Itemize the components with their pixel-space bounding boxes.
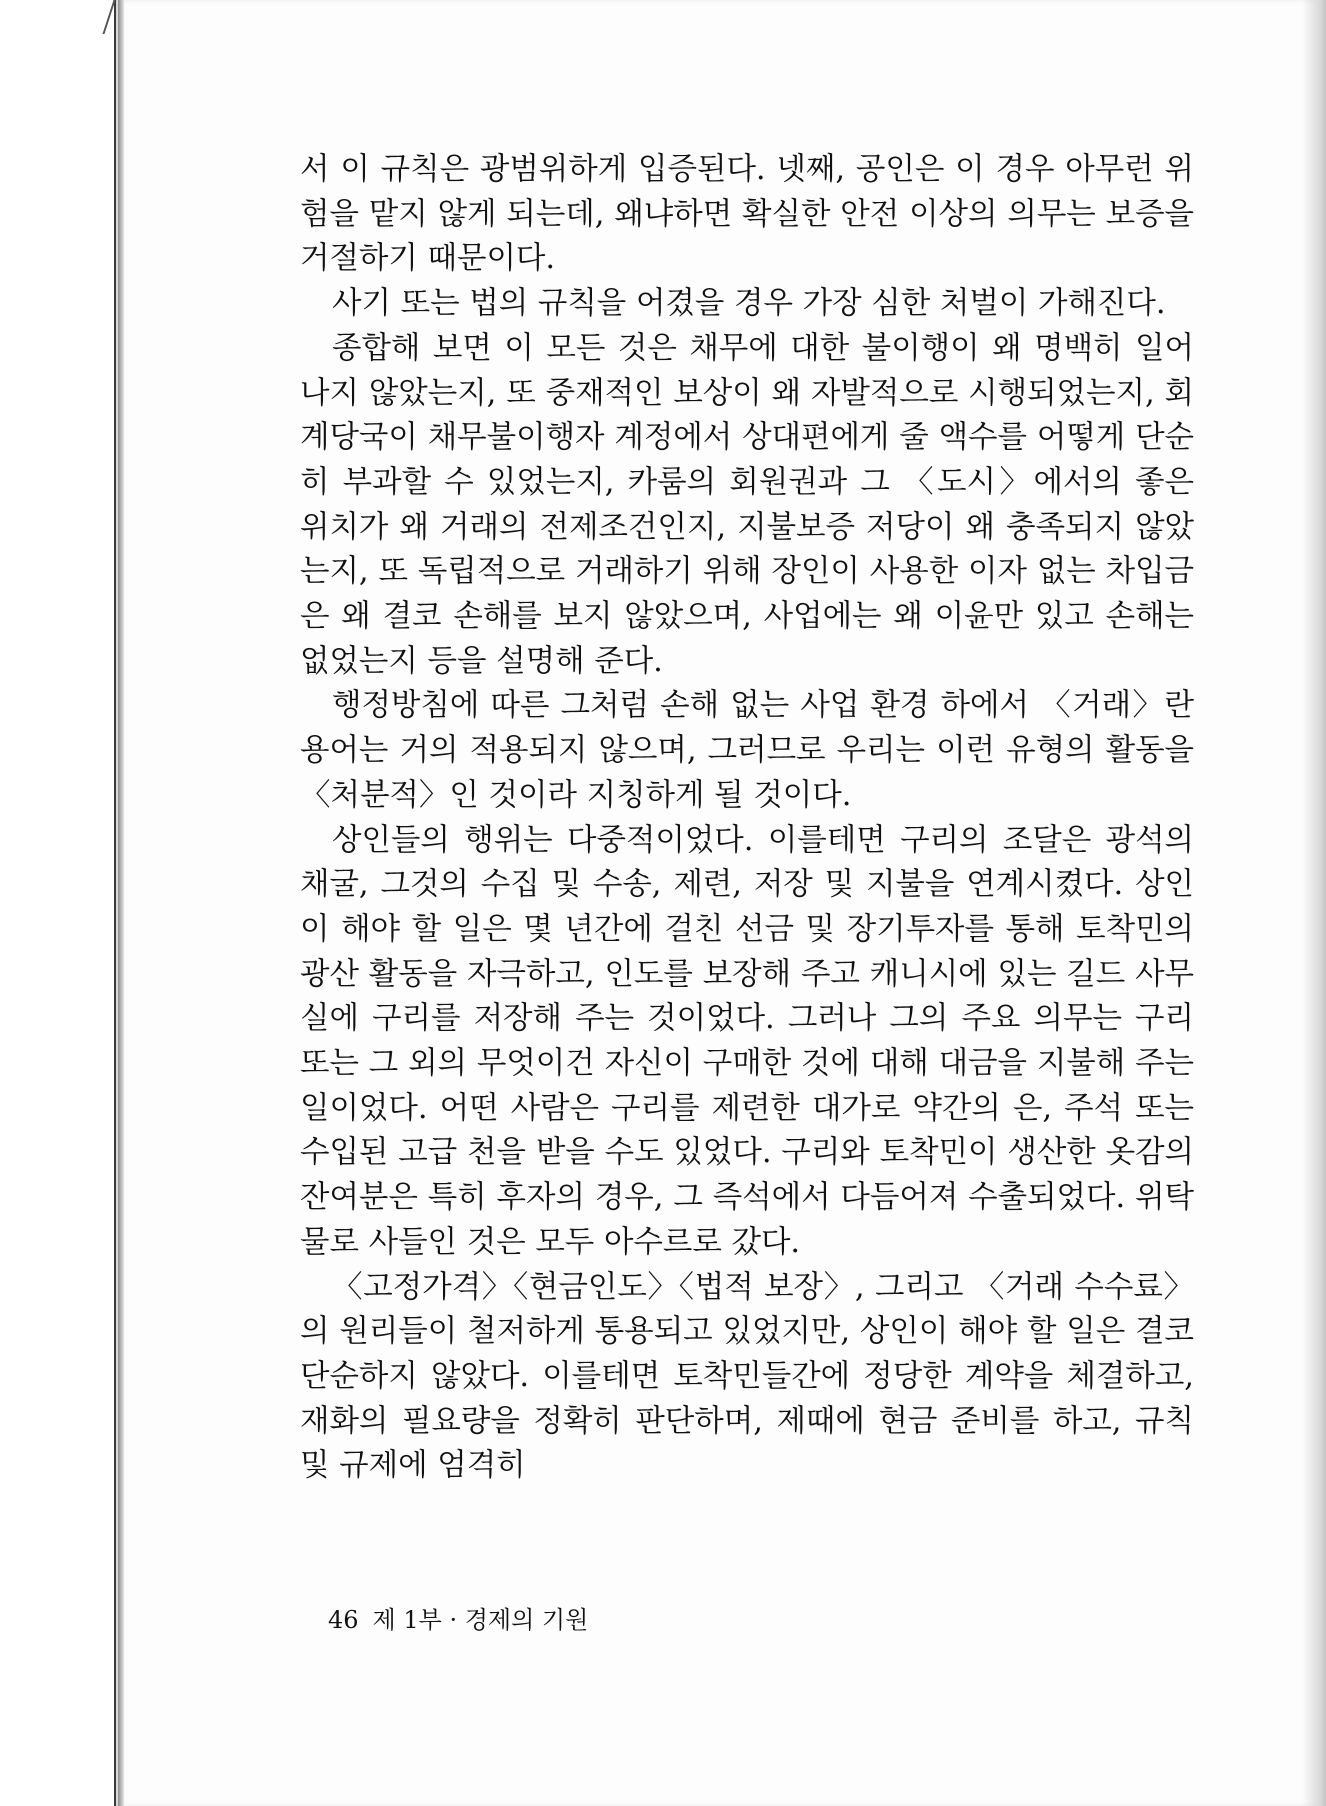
page-spine-edge [118,0,124,1806]
page-number: 46 [328,1606,359,1634]
paragraph: 종합해 보면 이 모든 것은 채무에 대한 불이행이 왜 명백히 일어나지 않았는지, 또 중재적인 보상이 왜 자발적으로 시행되었는지, 회계당국이 채무불이행자 계정에서 상대편에게 줄 액수를 어떻게 단순히 부과할 수 있었는지, 카룸의 회원권과 그 〈도시〉에서의 좋은 위치가 왜 거래의 전제조건인지, 지불보증 저당이 왜 충족되지 않았는지, 또 독립적으로 거래하기 위해 장인이 사용한 이자 없는 차입금은 왜 결코 손해를 보지 않았으며, 사업에는 왜 이윤만 있고 손해는 없었는지 등을 설명해 준다. [300,330,1194,679]
paragraph: 상인들의 행위는 다중적이었다. 이를테면 구리의 조달은 광석의 채굴, 그것의 수집 및 수송, 제련, 저장 및 지불을 연계시켰다. 상인이 해야 할 일은 몇 년간에 걸친 선금 및 장기투자를 통해 토착민의 광산 활동을 자극하고, 인도를 보장해 주고 캐니시에 있는 길드 사무실에 구리를 저장해 주는 것이었다. 그러나 그의 주요 의무는 구리 또는 그 외의 무엇이건 자신이 구매한 것에 대해 대금을 지불해 주는 일이었다. 어떤 사람은 구리를 제련한 대가로 약간의 은, 주석 또는 수입된 고급 천을 받을 수도 있었다. 구리와 토착민이 생산한 옷감의 잔여분은 특히 후자의 경우, 그 즉석에서 다듬어져 수출되었다. 위탁물로 사들인 것은 모두 아수르로 갔다. [300,822,1194,1260]
page-footer [328,1600,588,1635]
paragraph-continued: 서 이 규칙은 광범위하게 입증된다. 넷째, 공인은 이 경우 아무런 위험을 맡지 않게 되는데, 왜냐하면 확실한 안전 이상의 의무는 보증을 거절하기 때문이다. [300,152,1194,277]
paragraph: 〈고정가격〉〈현금인도〉〈법적 보장〉, 그리고 〈거래 수수료〉의 원리들이 철저하게 통용되고 있었지만, 상인이 해야 할 일은 결코 단순하지 않았다. 이를테면 토착민들간에 정당한 계약을 체결하고, 재화의 필요량을 정확히 판단하며, 제때에 현금 준비를 하고, 규칙 및 규제에 엄격히 [300,1269,1194,1484]
paragraph: 사기 또는 법의 규칙을 어겼을 경우 가장 심한 처벌이 가해진다. [332,286,1166,322]
page-edge-shadow [1302,0,1326,1806]
body-text [300,148,1194,1489]
paragraph: 행정방침에 따른 그처럼 손해 없는 사업 환경 하에서 〈거래〉란 용어는 거의 적용되지 않으며, 그러므로 우리는 이런 유형의 활동을 〈처분적〉인 것이라 지칭하게 될 것이다. [300,688,1194,813]
running-head: 제 1부 · 경제의 기원 [372,1606,589,1634]
